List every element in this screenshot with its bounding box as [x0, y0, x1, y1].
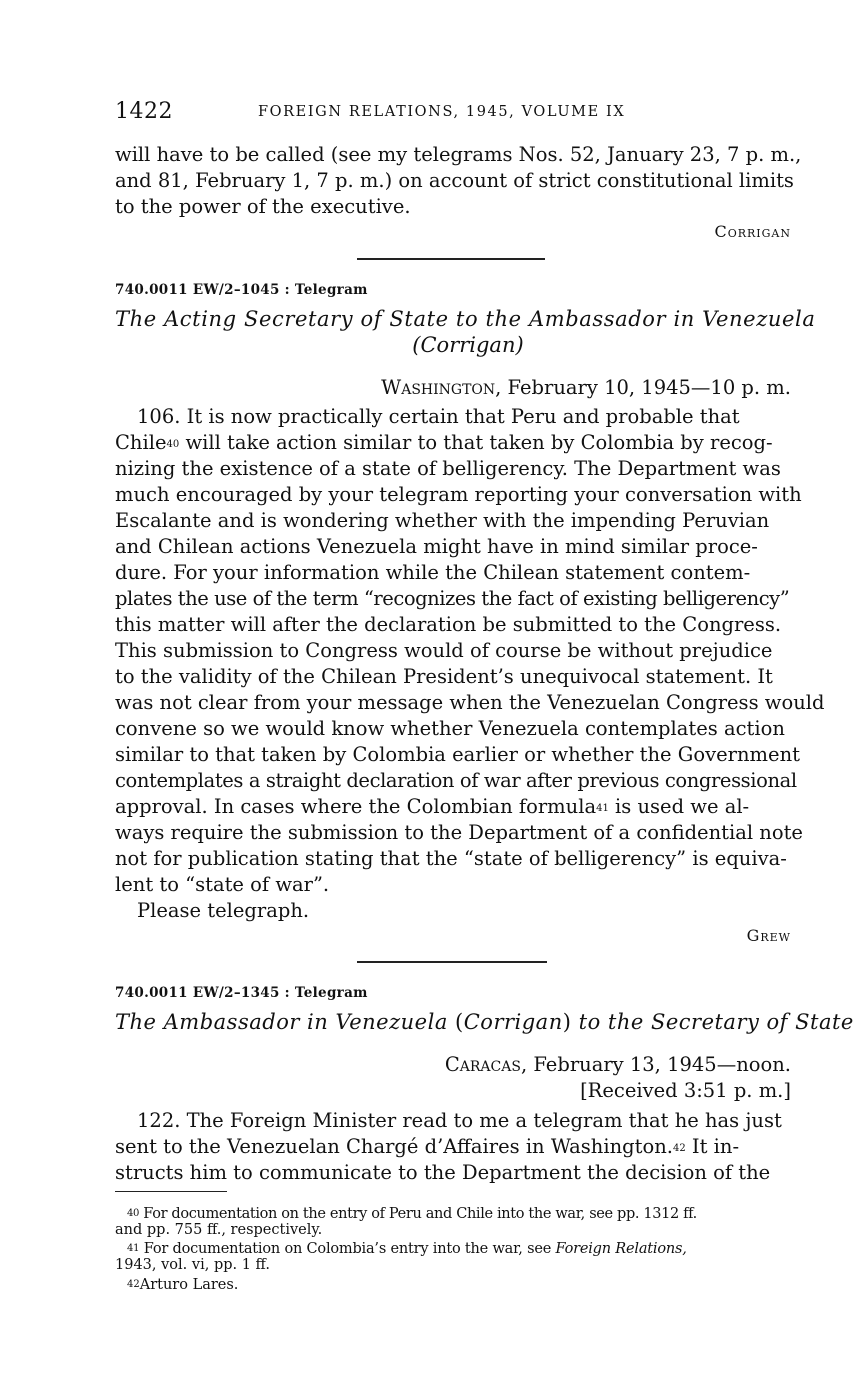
title-line: The Acting Secretary of State to the Ambassador in Venezuela [115, 307, 816, 331]
text-line: Escalante and is wondering whether with the impending Peruvian [115, 509, 770, 532]
text-fragment: Chile [115, 431, 167, 454]
text-line: contemplates a straight declaration of war after previous congressional [115, 769, 797, 792]
text-line: convene so we would know whether Venezuela contemplates action [115, 717, 785, 740]
footnote-42 [115, 1277, 795, 1293]
footnote-line [115, 1206, 795, 1222]
footnote-text: For documentation on the entry of Peru and Chile into the war, see pp. 1312 ff. [143, 1206, 697, 1222]
text-line: nizing the existence of a state of belligerency. The Department was [115, 457, 781, 480]
text-line: not for publication stating that the “state of belligerency” is equiva- [115, 847, 787, 870]
text-line: structs him to communicate to the Department the decision of the [115, 1161, 771, 1184]
text-line: to the validity of the Chilean President’s unequivocal statement. It [115, 665, 773, 688]
footnote-text: For documentation on Colombia’s entry into the war, see [143, 1241, 552, 1257]
telegram-106-body [115, 404, 825, 924]
text-fragment: sent to the Venezuelan Chargé d’Affaires in Washington. [115, 1135, 673, 1158]
dateline [381, 375, 791, 401]
text-line: much encouraged by your telegram reporting your conversation with [115, 483, 802, 506]
file-reference: 740.0011 EW/2–1345 : Telegram [115, 985, 368, 1001]
footnote-mark: 41 [127, 1243, 140, 1254]
dateline-date: , February 10, 1945—10 p. m. [495, 376, 791, 399]
footnote-marker: 41 [596, 803, 609, 814]
page-number: 1422 [115, 99, 173, 124]
footnote-41 [115, 1241, 795, 1273]
text-line [115, 1134, 791, 1160]
text-line: this matter will after the declaration be submitted to the Congress. [115, 613, 782, 636]
title-fragment: The Ambassador in Venezuela [115, 1010, 448, 1034]
footnote-italic-title: Foreign Relations, [555, 1241, 687, 1257]
footnote-marker: 42 [672, 1143, 686, 1154]
footnote-line: and pp. 755 ff., respectively. [115, 1222, 323, 1238]
dateline-place: Caracas [444, 1053, 521, 1076]
dateline-date: , February 13, 1945—noon. [520, 1053, 791, 1076]
text-fragment: It in- [691, 1135, 740, 1158]
text-line: ways require the submission to the Department of a confidential note [115, 821, 803, 844]
section-divider [357, 258, 545, 260]
title-line: (Corrigan) [412, 333, 524, 357]
text-line [115, 794, 791, 820]
page-header [115, 99, 795, 129]
text-line: dure. For your information while the Chilean statement contem- [115, 561, 751, 584]
text-line: will have to be called (see my telegrams Nos. 52, January 23, 7 p. m., [115, 143, 802, 166]
text-line: 122. The Foreign Minister read to me a telegram that he has just [137, 1109, 782, 1132]
text-line: lent to “state of war”. [115, 873, 330, 896]
title-fragment: to the Secretary of State [578, 1010, 854, 1034]
received-note: [Received 3:51 p. m.] [580, 1079, 791, 1102]
document-title [115, 1009, 854, 1035]
carryover-paragraph [115, 142, 802, 220]
footnote-line [115, 1241, 795, 1257]
dateline [445, 1052, 791, 1078]
text-fragment: is used we al- [615, 795, 750, 818]
title-fragment: (Corrigan) [455, 1010, 572, 1034]
footnote-marker: 40 [166, 439, 180, 450]
text-line: similar to that taken by Colombia earlier or whether the Government [115, 743, 800, 766]
text-line: was not clear from your message when the Venezuelan Congress would [115, 691, 825, 714]
text-line: plates the use of the term “recognizes the fact of existing belligerency” [115, 587, 790, 610]
footnote-line [115, 1277, 795, 1293]
footnote-divider [115, 1191, 227, 1192]
title-name: Corrigan [463, 1010, 563, 1034]
section-divider [357, 961, 547, 963]
text-fragment: will take action similar to that taken by Colombia by recog- [185, 431, 773, 454]
document-title [115, 306, 816, 358]
text-line: 106. It is now practically certain that Peru and probable that [137, 405, 740, 428]
signature-grew: Grew [746, 926, 791, 945]
text-line: and 81, February 1, 7 p. m.) on account of strict constitutional limits [115, 169, 794, 192]
footnote-line: 1943, vol. vi, pp. 1 ff. [115, 1257, 270, 1273]
text-fragment: approval. In cases where the Colombian formula [115, 795, 597, 818]
running-title: FOREIGN RELATIONS, 1945, VOLUME IX [258, 104, 626, 120]
signature-corrigan: Corrigan [714, 222, 791, 241]
text-line: Please telegraph. [137, 899, 310, 922]
footnote-mark: 42 [127, 1279, 140, 1290]
footnote-text: Arturo Lares. [139, 1277, 239, 1293]
text-line [115, 430, 791, 456]
footnote-40 [115, 1206, 795, 1238]
text-line: and Chilean actions Venezuela might have in mind similar proce- [115, 535, 758, 558]
file-reference: 740.0011 EW/2–1045 : Telegram [115, 282, 368, 298]
text-line: This submission to Congress would of course be without prejudice [115, 639, 773, 662]
telegram-122-body [115, 1108, 791, 1186]
dateline-place: Washington [381, 376, 496, 399]
text-line: to the power of the executive. [115, 195, 411, 218]
footnote-mark: 40 [127, 1208, 140, 1219]
